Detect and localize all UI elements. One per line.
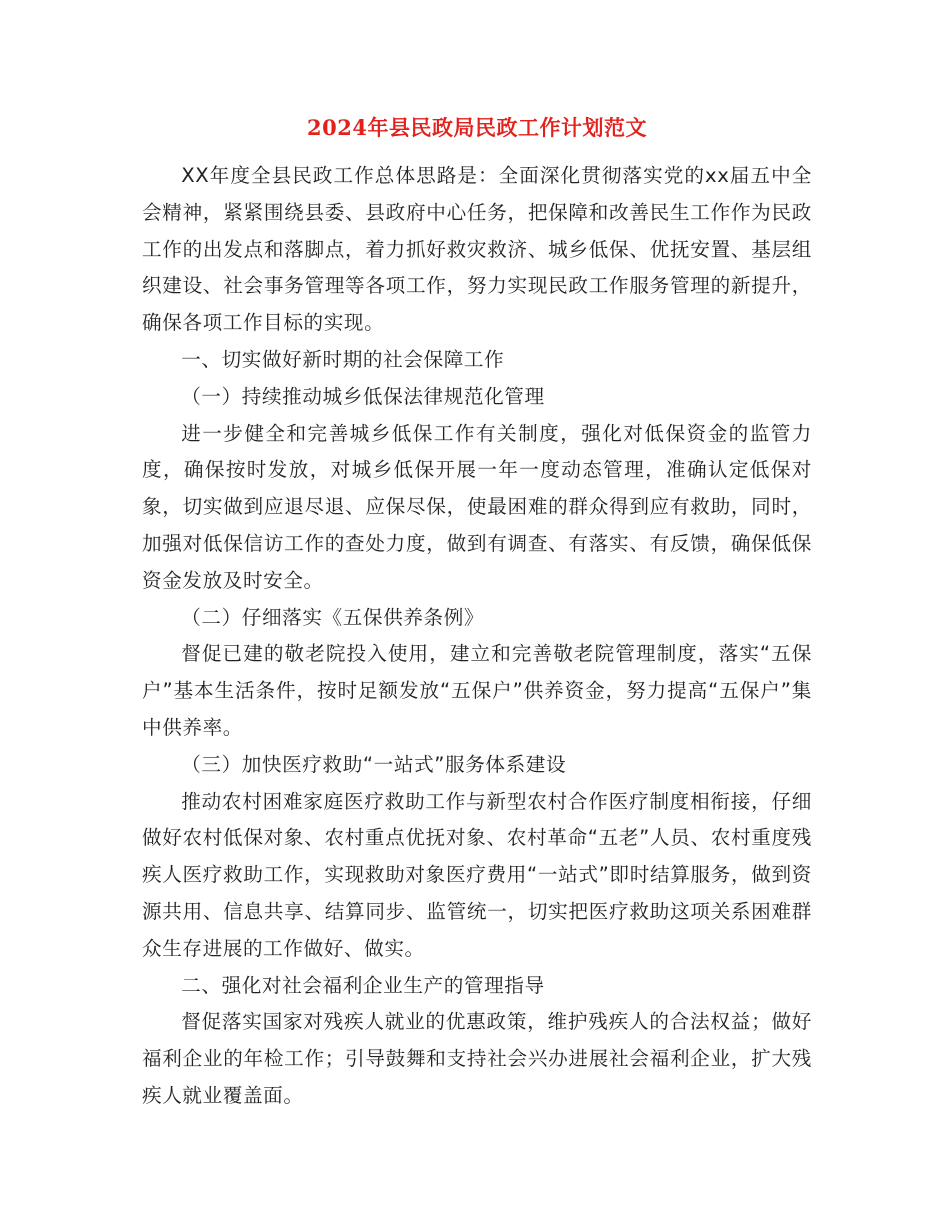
paragraph-low-income-management: 进一步健全和完善城乡低保工作有关制度，强化对低保资金的监管力度，确保按时发放，对城乡低保开展一年一度动态管理，准确认定低保对象，切实做到应退尽退、应保尽保，使最困难的群众得到应有救助，同时，加强对低保信访工作的查处力度，做到有调查、有落实、有反馈，确保低保资金发放及时安全。: [142, 421, 812, 592]
section-heading-1: 一、切实做好新时期的社会保障工作: [181, 347, 505, 371]
subsection-heading-1-1: （一）持续推动城乡低保法律规范化管理: [181, 384, 545, 408]
section-heading-2: 二、强化对社会福利企业生产的管理指导: [181, 973, 545, 997]
intro-paragraph: XX年度全县民政工作总体思路是：全面深化贯彻落实党的xx届五中全会精神，紧紧围绕县委、县政府中心任务，把保障和改善民生工作作为民政工作的出发点和落脚点，着力抓好救灾救济、城乡低保、优抚安置、基层组织建设、社会事务管理等各项工作，努力实现民政工作服务管理的新提升，确保各项工作目标的实现。: [142, 164, 812, 335]
subsection-heading-1-2: （二）仔细落实《五保供养条例》: [181, 605, 485, 629]
paragraph-welfare-enterprise: 督促落实国家对残疾人就业的优惠政策，维护残疾人的合法权益；做好福利企业的年检工作；引导鼓舞和支持社会兴办进展社会福利企业，扩大残疾人就业覆盖面。: [142, 1010, 812, 1107]
document-title: 2024年县民政局民政工作计划范文: [307, 115, 647, 140]
document-body: [142, 110, 812, 1115]
paragraph-five-guarantees: 督促已建的敬老院投入使用，建立和完善敬老院管理制度，落实“五保户”基本生活条件，按时足额发放“五保户”供养资金，努力提高“五保户”集中供养率。: [142, 642, 812, 739]
subsection-heading-1-3: （三）加快医疗救助“一站式”服务体系建设: [181, 752, 567, 776]
paragraph-medical-assistance: 推动农村困难家庭医疗救助工作与新型农村合作医疗制度相衔接，仔细做好农村低保对象、农村重点优抚对象、农村革命“五老”人员、农村重度残疾人医疗救助工作，实现救助对象医疗费用“一站式”即时结算服务，做到资源共用、信息共享、结算同步、监管统一，切实把医疗救助这项关系困难群众生存进展的工作做好、做实。: [142, 789, 812, 960]
